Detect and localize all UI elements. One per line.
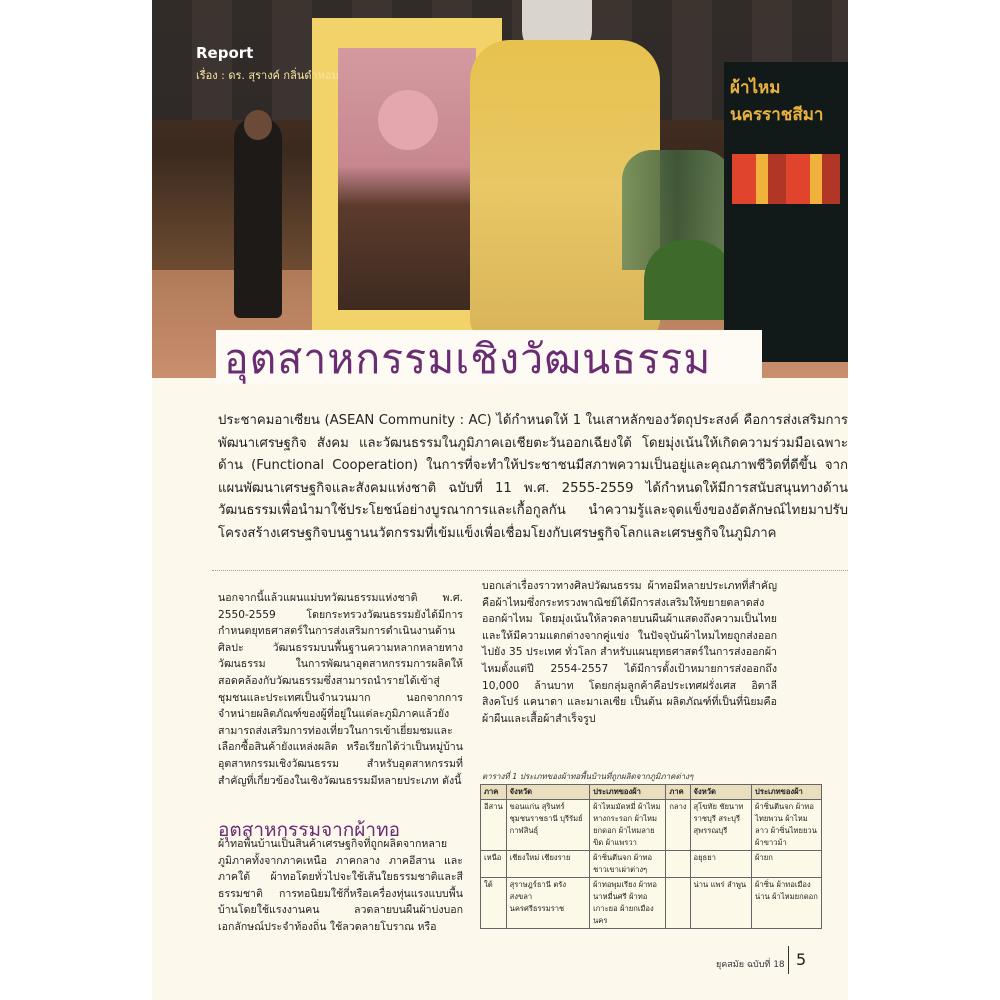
section-label: Report (196, 44, 254, 62)
table-header: ประเภทของผ้า (752, 785, 822, 800)
footer-issue-label: ยุคสมัย ฉบับที่ 18 (716, 960, 785, 970)
body-left-paragraph: นอกจากนี้แล้วแผนแม่บทวัฒนธรรมแห่งชาติ พ.ศ. 2550-2559 โดยกระทรวงวัฒนธรรมยังได้มีการกำหนดยุทธศาสตร์ในการส่งเสริมการดำเนินงานด้านศิลปะ วัฒนธรรมบนพื้นฐานความหลากหลายทางวัฒนธรรม ในการพัฒนาอุตสาหกรรมการผลิตให้สอดคล้องกับวัฒนธรรมซึ่งสามารถนำรายได้เข้าสู่ชุมชนและประเทศเป็นจำนวนมาก นอกจากการจำหน่ายผลิตภัณฑ์ของผู้ที่อยู่ในแต่ละภูมิภาคแล้วยังสามารถส่งเสริมการท่องเที่ยวในการเข้าเยี่ยมชมและเลือกซื้อสินค้ายังแหล่งผลิต หรือเรียกได้ว่าเป็นหมู่บ้านอุตสาหกรรมเชิงวัฒนธรรม สำหรับอุตสาหกรรมที่สำคัญที่เกี่ยวข้องในเชิงวัฒนธรรมมีหลายประเภท ดังนี้ (218, 592, 463, 787)
table-cell: อยุธยา (690, 851, 752, 878)
table-cell: ผ้าซิ่นตีนจก ผ้าทอไทยพวน ผ้าไหมลาว ผ้าซิ่นไทยยวน ผ้าขาวม้า (752, 800, 822, 851)
fabric-table (480, 784, 822, 929)
table-cell: อีสาน (481, 800, 507, 851)
table-cell: สุโขทัย ชัยนาท ราชบุรี สระบุรี สุพรรณบุรี (690, 800, 752, 851)
intro-paragraph: ประชาคมอาเซียน (ASEAN Community : AC) ได้กำหนดให้ 1 ในเสาหลักของวัตถุประสงค์ คือการส่งเสริมการพัฒนาเศรษฐกิจ สังคม และวัฒนธรรมในภูมิภาคเอเชียตะวันออกเฉียงใต้ โดยมุ่งเน้นให้เกิดความร่วมมือเฉพาะด้าน (Functional Cooperation) ในการที่จะทำให้ประชาชนมีสภาพความเป็นอยู่และคุณภาพชีวิตที่ดีขึ้น จากแผนพัฒนาเศรษฐกิจและสังคมแห่งชาติ ฉบับที่ 11 พ.ศ. 2555-2559 ได้กำหนดให้มีการสนับสนุนทางด้านวัฒนธรรมเพื่อนำมาใช้ประโยชน์อย่างบูรณาการและเกื้อกูลกัน นำความรู้และจุดแข็งของอัตลักษณ์ไทยมาปรับโครงสร้างเศรษฐกิจบนฐานนวัตกรรมที่เข้มแข็งเพื่อเชื่อมโยงกับเศรษฐกิจโลกและเศรษฐกิจในภูมิภาค (218, 413, 848, 541)
photo-person (234, 118, 282, 318)
photo-person-head (244, 110, 272, 140)
byline: เรื่อง : ดร. สุรางค์ กลิ่นดำหอม (196, 69, 339, 82)
table-row (481, 800, 822, 851)
table-cell: เหนือ (481, 851, 507, 878)
body-left-paragraph-2: ผ้าทอพื้นบ้านเป็นสินค้าเศรษฐกิจที่ถูกผลิตจากหลายภูมิภาคทั้งจากภาคเหนือ ภาคกลาง ภาคอีสาน และภาคใต้ ผ้าทอโดยทั่วไปจะใช้เส้นใยธรรมชาติและสีธรรมชาติ การทอนิยมใช้กี่หรือเครื่องทุ่นแรงแบบพื้นบ้านโดยใช้แรงงานคน ลวดลายบนผืนผ้าบ่งบอกเอกลักษณ์ประจำท้องถิ่น ใช้ลวดลายโบราณ หรือ (218, 838, 463, 933)
table-cell: สุราษฎร์ธานี ตรัง สงขลา นครศรีธรรมราช (506, 878, 589, 929)
table-cell: ใต้ (481, 878, 507, 929)
table-caption: ตารางที่ 1 ประเภทของผ้าทอพื้นบ้านที่ถูกผลิตจากภูมิภาคต่างๆ (482, 772, 694, 781)
photo-exhibit-panel (724, 62, 848, 362)
table-cell: ขอนแก่น สุรินทร์ ชุมชนราชธานี บุรีรัมย์ กาฬสินธุ์ (506, 800, 589, 851)
table-header: ภาค (666, 785, 690, 800)
hero-photo (152, 0, 848, 378)
page-number: 5 (796, 950, 807, 969)
table-cell: น่าน แพร่ ลำพูน (690, 878, 752, 929)
table-cell (666, 878, 690, 929)
table-header-row (481, 785, 822, 800)
subheading: อุตสาหกรรมจากผ้าทอ (218, 819, 401, 841)
table-cell: ผ้าซิ่นตีนจก ผ้าทอชาวเขาเผ่าต่างๆ (590, 851, 666, 878)
photo-plants (644, 240, 734, 320)
table-row (481, 851, 822, 878)
table-cell: ผ้าไหมมัดหมี่ ผ้าไหมหางกระรอก ผ้าไหมยกดอก ผ้าไหมลายขิด ผ้าแพรวา (590, 800, 666, 851)
table-cell: ผ้าซิ่น ผ้าทอเมืองน่าน ผ้าไหมยกดอก (752, 878, 822, 929)
divider (212, 570, 848, 571)
table-cell (666, 851, 690, 878)
body-right-paragraph: บอกเล่าเรื่องราวทางศิลปวัฒนธรรม ผ้าทอมีหลายประเภทที่สำคัญคือผ้าไหมซึ่งกระทรวงพาณิชย์ได้มีการส่งเสริมให้ขยายตลาดส่งออกผ้าไหม โดยมุ่งเน้นให้ลวดลายบนผืนผ้าแสดงถึงความเป็นไทยและให้มีความแตกต่างจากคู่แข่ง ในปัจจุบันผ้าไหมไทยถูกส่งออกไปยัง 35 ประเทศ ทั่วโลก สำหรับแผนยุทธศาสตร์ในการส่งออกผ้าไหมตั้งแต่ปี 2554-2557 ได้มีการตั้งเป้าหมายการส่งออกถึง 10,000 ล้านบาท โดยกลุ่มลูกค้าคือประเทศฝรั่งเศส อิตาลี สิงคโปร์ แคนาดา และมาเลเซีย เป็นต้น ผลิตภัณฑ์ที่เป็นที่นิยมคือผ้าผืนและเสื้อผ้าสำเร็จรูป (482, 580, 777, 725)
table-cell: ผ้ายก (752, 851, 822, 878)
table-header: จังหวัด (506, 785, 589, 800)
footer-divider (788, 946, 789, 974)
exhibit-swatches (732, 154, 840, 204)
table-cell: เชียงใหม่ เชียงราย (506, 851, 589, 878)
exhibit-panel-title: ผ้าไหมนครราชสีมา (730, 78, 824, 125)
table-row (481, 878, 822, 929)
table-header: ประเภทของผ้า (590, 785, 666, 800)
table-cell: กลาง (666, 800, 690, 851)
photo-fabric-display (338, 48, 476, 310)
table-header: จังหวัด (690, 785, 752, 800)
photo-fabric-bow (378, 90, 438, 150)
article-title: อุตสาหกรรมเชิงวัฒนธรรม (224, 335, 712, 383)
table-header: ภาค (481, 785, 507, 800)
magazine-page (152, 0, 848, 1000)
table-cell: ผ้าทอพุมเรียง ผ้าทอนาหมื่นศรี ผ้าทอเกาะยอ ผ้ายกเมืองนคร (590, 878, 666, 929)
